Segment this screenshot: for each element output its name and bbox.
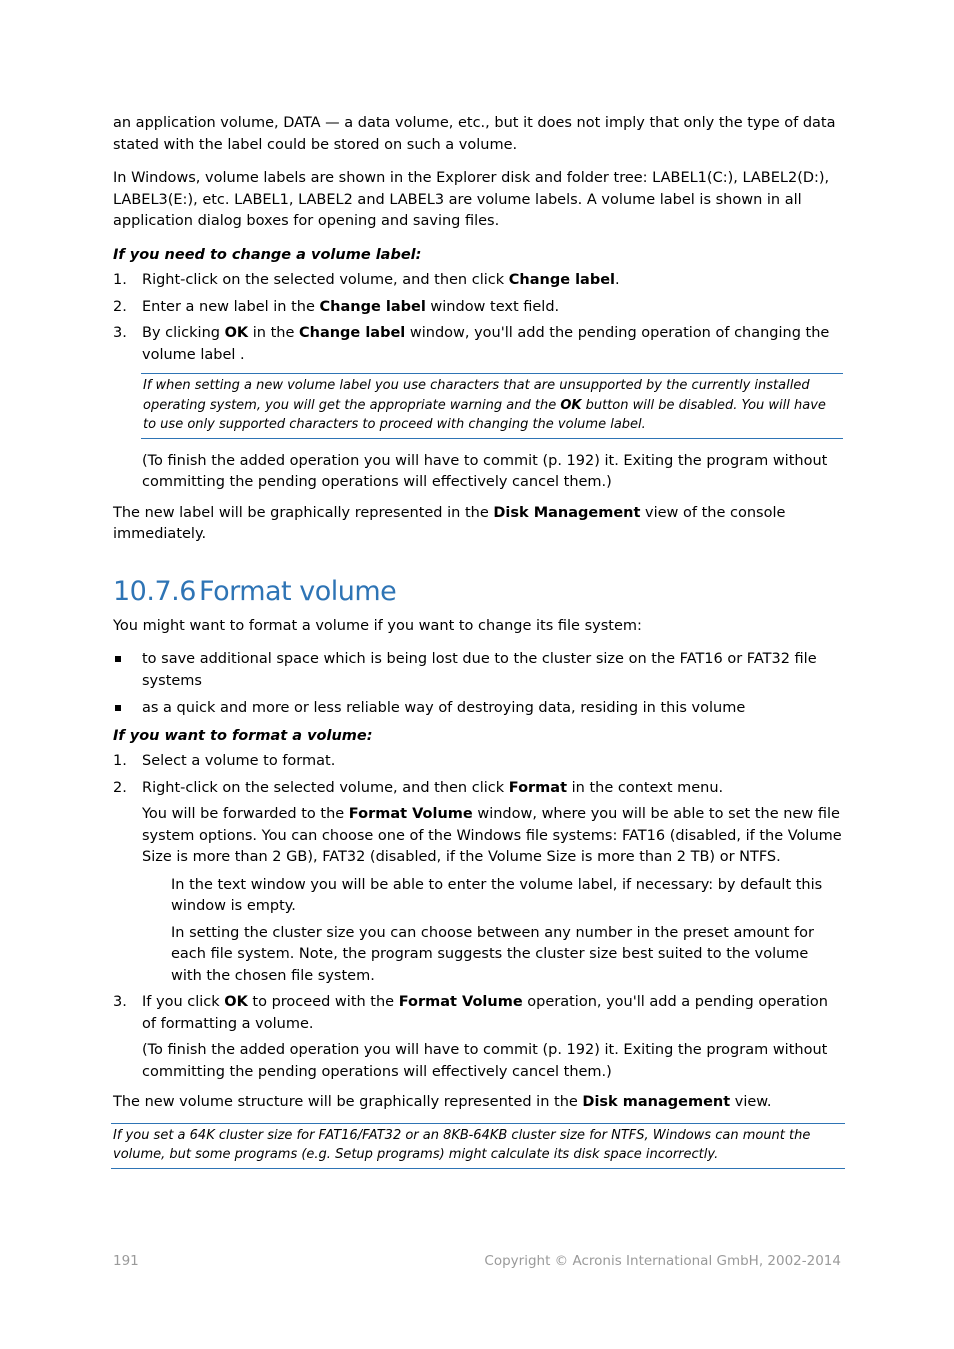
list-item	[113, 778, 843, 800]
result-text: The new volume structure will be graphically represented in the	[113, 1094, 583, 1110]
list-item	[113, 751, 843, 773]
para-bold: Format Volume	[348, 806, 473, 822]
unsupported-characters-note	[141, 373, 843, 439]
section-number: 10.7.6	[113, 575, 196, 607]
bullet-square-icon	[115, 705, 121, 711]
note-bold: OK	[560, 397, 582, 413]
cluster-size-note: If you set a 64K cluster size for FAT16/FAT32 or an 8KB-64KB cluster size for NTFS, Windows can mount the volume, but some programs (e.g. Setup programs) might calculate its disk space incorrectly.	[111, 1123, 845, 1169]
step-bold: Format	[508, 779, 568, 796]
copyright-text: Copyright © Acronis International GmbH, 2002-2014	[484, 1253, 841, 1269]
step-bold: Change label	[298, 325, 406, 341]
bullet-text: as a quick and more or less reliable way of destroying data, residing in this volume	[142, 700, 746, 716]
list-item	[113, 649, 843, 692]
step-number: 3.	[113, 994, 127, 1010]
result-paragraph	[113, 503, 843, 546]
section-heading	[113, 576, 843, 608]
step-text: window text field.	[425, 298, 560, 315]
format-steps	[113, 751, 843, 799]
format-steps-continued	[113, 992, 843, 1035]
list-item	[113, 698, 843, 720]
list-item	[113, 323, 843, 366]
result-bold: Disk Management	[493, 504, 641, 521]
step-text: operation, you'll add a pending operation of formatting a volume.	[142, 994, 828, 1032]
step-text: If you click	[142, 994, 225, 1010]
step-bold: OK	[224, 994, 248, 1010]
step-bold: Format Volume	[398, 994, 523, 1010]
result-text: view.	[730, 1094, 772, 1110]
step-number: 1.	[113, 753, 127, 769]
step-number: 3.	[113, 325, 127, 341]
page-content	[113, 113, 843, 1169]
intro-paragraph-2: In Windows, volume labels are shown in the Explorer disk and folder tree: LABEL1(C:), LABEL2(D:), LABEL3(E:), etc. LABEL1, LABEL2 and LABEL3 are volume labels. A volume label is shown in all application dialog boxes for opening and saving files.	[113, 170, 830, 229]
result-text: view of the console immediately.	[113, 504, 786, 542]
step-text: Right-click on the selected volume, and then click	[142, 779, 509, 796]
bullet-text: to save additional space which is being lost due to the cluster size on the FAT16 or FAT32 file systems	[142, 651, 817, 689]
step-number: 2.	[113, 779, 127, 796]
list-item	[113, 992, 843, 1035]
note-text: If when setting a new volume label you use characters that are unsupported by the currently installed operating system, you will get the appropriate warning and the	[143, 378, 810, 413]
commit-paragraph: (To finish the added operation you will have to commit (p. 192) it. Exiting the program without committing the pending operations will effectively cancel them.)	[142, 452, 828, 490]
step-text: Select a volume to format.	[142, 753, 336, 769]
step-bold: OK	[224, 325, 249, 341]
bullet-square-icon	[115, 656, 121, 662]
volume-label-paragraph: In the text window you will be able to enter the volume label, if necessary: by default this window is empty.	[171, 876, 823, 914]
change-label-steps	[113, 270, 843, 366]
list-item	[113, 270, 843, 292]
step-text: .	[615, 272, 620, 288]
step-number: 2.	[113, 298, 127, 315]
step-text: window, you'll add the pending operation of changing the volume label .	[142, 325, 830, 363]
section-title: Format volume	[199, 575, 397, 607]
result-text: The new label will be graphically represented in the	[113, 504, 494, 521]
result-bold: Disk management	[582, 1094, 731, 1110]
step-text: Right-click on the selected volume, and then click	[142, 272, 509, 288]
forwarded-paragraph	[113, 804, 843, 869]
step-bold: Change label	[319, 298, 426, 315]
step-text: in the	[248, 325, 299, 341]
intro-paragraph-1: an application volume, DATA — a data volume, etc., but it does not imply that only the type of data stated with the label could be stored on such a volume.	[113, 115, 836, 153]
para-text: You will be forwarded to the	[142, 806, 349, 822]
step-number: 1.	[113, 272, 127, 288]
para-text: window, where you will be able to set the new file system options. You can choose one of the Windows file systems: FAT16 (disabled, if the Volume Size is more than 2 GB), FAT32 (disabled, if the Volume Size is more than 2 TB) or NTFS.	[142, 806, 842, 865]
step-text: Enter a new label in the	[142, 298, 320, 315]
page-number: 191	[113, 1253, 139, 1269]
format-result-paragraph	[113, 1092, 843, 1114]
step-bold: Change label	[508, 272, 616, 288]
format-intro: You might want to format a volume if you want to change its file system:	[113, 617, 642, 634]
change-label-heading: If you need to change a volume label:	[113, 246, 422, 263]
list-item	[113, 297, 843, 319]
step-text: in the context menu.	[567, 779, 724, 796]
format-commit-paragraph: (To finish the added operation you will have to commit (p. 192) it. Exiting the program without committing the pending operations will effectively cancel them.)	[142, 1042, 828, 1080]
page-footer	[113, 1251, 841, 1273]
format-reasons-list	[113, 649, 843, 720]
format-heading: If you want to format a volume:	[113, 727, 373, 744]
cluster-size-paragraph: In setting the cluster size you can choose between any number in the preset amount for each file system. Note, the program suggests the cluster size best suited to the volume with the chosen file system.	[171, 924, 814, 984]
step-text: to proceed with the	[247, 994, 399, 1010]
note-text: button will be disabled. You will have to use only supported characters to proceed with changing the volume label.	[143, 397, 826, 432]
step-text: By clicking	[142, 325, 225, 341]
